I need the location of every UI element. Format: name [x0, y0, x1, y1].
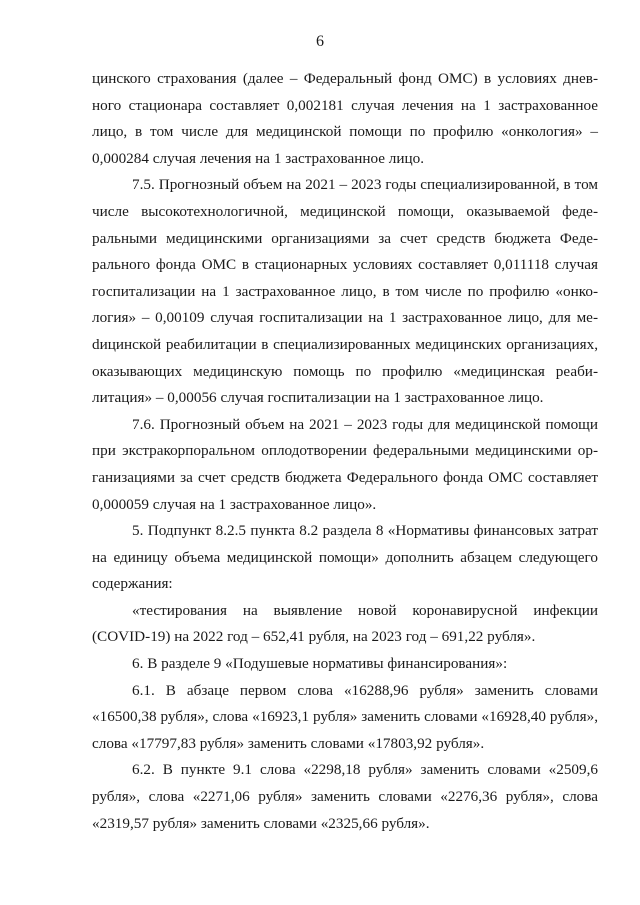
paragraph-item-5: 5. Подпункт 8.2.5 пункта 8.2 раздела 8 «Нормативы финансовых затрат на единицу объема медицинской помощи» дополнить абзацем следующего содержания:: [92, 522, 598, 593]
paragraph-6-2: 6.2. В пункте 9.1 слова «2298,18 рубля» заменить словами «2509,6 рубля», слова «2271,06 рубля» заменить словами «2276,36 рубля», слова «2319,57 рубля» заменить словами «2325,66 рубля».: [92, 761, 598, 832]
paragraph-item-6: 6. В разделе 9 «Подушевые нормативы финансирования»:: [132, 655, 508, 673]
paragraph-continuation: цинского страхования (далее – Федеральный фонд ОМС) в условиях дневного стационара составляет 0,002181 случая лечения на 1 застрахованное лицо, в том числе для медицинской помощи по профилю «онкология» – 0,000284 случая лечения на 1 застрахованное лицо.: [92, 70, 598, 167]
paragraph-quoted-addition: «тестирования на выявление новой коронавирусной инфекции (COVID-19) на 2022 год – 652,41 рубля, на 2023 год – 691,22 рубля».: [92, 601, 598, 646]
paragraph-6-1: 6.1. В абзаце первом слова «16288,96 рубля» заменить словами «16500,38 рубля», слова «16923,1 рубля» заменить словами «16928,40 рубля», слова «17797,83 рубля» заменить словами «17803,92 рубля».: [92, 681, 598, 752]
page-number: 6: [316, 33, 324, 50]
document-body: [92, 66, 598, 837]
paragraph-7-6: 7.6. Прогнозный объем на 2021 – 2023 годы для медицинской помощи при экстракорпоральном оплодотворении федеральными медицинскими организациями за счет средств бюджета Федерального фонда ОМС составляет 0,000059 случая на 1 застрахованное лицо».: [92, 415, 598, 513]
paragraph-7-5: 7.5. Прогнозный объем на 2021 – 2023 годы специализированной, в том числе высокотехнологичной, медицинской помощи, оказываемой федеральными медицинскими организациями за счет средств бюджета Федерального фонда ОМС в стационарных условиях составляет 0,011118 случая госпитализации на 1 застрахованное лицо, в том числе по профилю «онкология» – 0,00109 случая госпитализации на 1 застрахованное лицо, для меdицинской реабилитации в специализированных медицинских организациях, оказывающих медицинскую помощь по профилю «медицинская реабилитация» – 0,00056 случая госпитализации на 1 застрахованное лицо.: [92, 176, 598, 407]
